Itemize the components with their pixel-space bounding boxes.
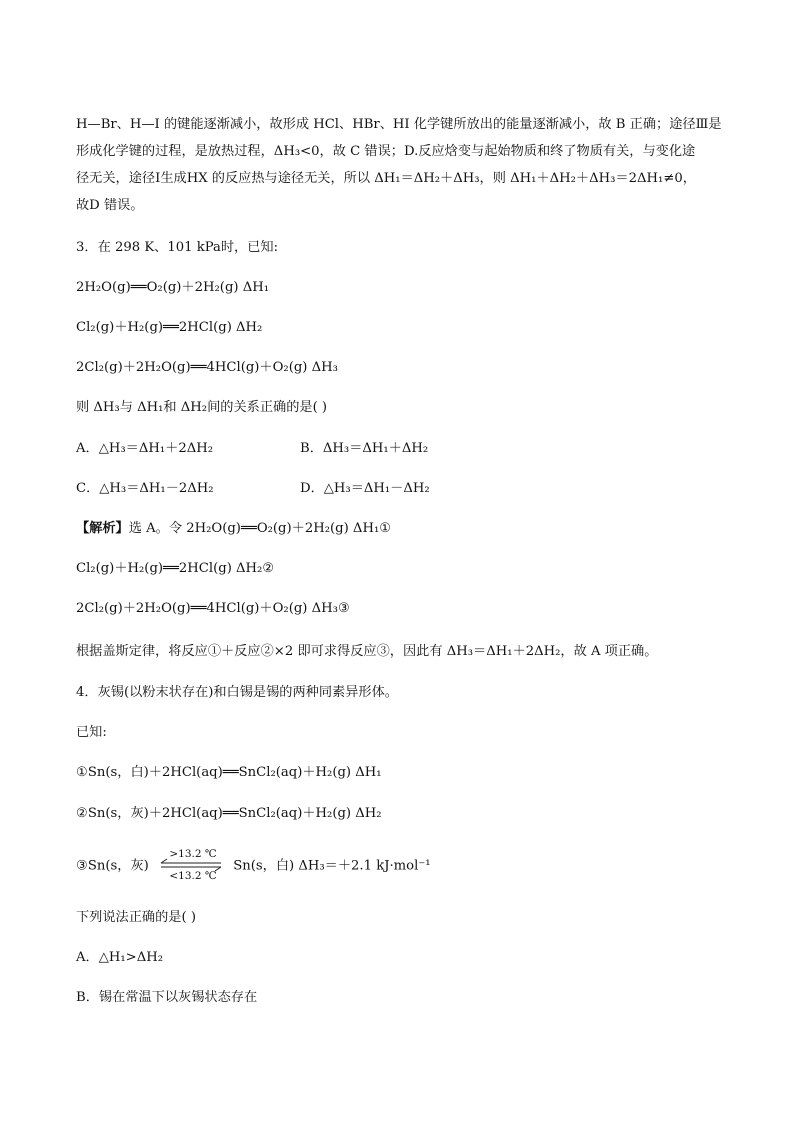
- q3-analysis-line-1: [76, 520, 391, 538]
- q3-equation-3: 2Cl₂(g)＋2H₂O(g)══4HCl(g)＋O₂(g) ΔH₃: [76, 360, 338, 375]
- condition-top: >13.2 ℃: [169, 848, 217, 860]
- q4-known: 已知:: [76, 725, 107, 740]
- prev-answer-line-2: 形成化学键的过程，是放热过程，ΔH₃<0，故 C 错误；D.反应焓变与起始物质和终了物质有关，与变化途: [76, 144, 696, 159]
- condition-bottom: <13.2 ℃: [169, 870, 217, 882]
- q3-option-c: C．△H₃＝ΔH₁－2ΔH₂: [76, 481, 214, 496]
- prev-answer-line-1: H—Br、H—I 的键能逐渐减小，故形成 HCl、HBr、HI 化学键所放出的能量逐渐减小，故 B 正确；途径Ⅲ是: [76, 117, 722, 132]
- q3-equation-1: 2H₂O(g)══O₂(g)＋2H₂(g) ΔH₁: [76, 280, 270, 295]
- q3-question: 则 ΔH₃与 ΔH₁和 ΔH₂间的关系正确的是( ): [76, 400, 328, 415]
- q3-equation-2: Cl₂(g)＋H₂(g)══2HCl(g) ΔH₂: [76, 320, 263, 335]
- q3-analysis-line-4: 根据盖斯定律，将反应①＋反应②×2 即可求得反应③，因此有 ΔH₃＝ΔH₁＋2ΔH₂，故 A 项正确。: [76, 644, 658, 659]
- prev-answer-line-3: 径无关，途径Ⅰ生成HX 的反应热与途径无关，所以 ΔH₁＝ΔH₂＋ΔH₃，则 ΔH₁＋ΔH₂＋ΔH₃＝2ΔH₁≠0，: [76, 171, 696, 186]
- q3-analysis-line-2: Cl₂(g)＋H₂(g)══2HCl(g) ΔH₂②: [76, 561, 275, 576]
- analysis-tag: 【解析】: [76, 521, 129, 536]
- q4-eq3-left: ③Sn(s，灰): [76, 858, 149, 874]
- q4-equation-2: ②Sn(s，灰)＋2HCl(aq)══SnCl₂(aq)＋H₂(g) ΔH₂: [76, 806, 382, 821]
- q4-option-b: B．锡在常温下以灰锡状态存在: [76, 990, 258, 1005]
- q4-equation-1: ①Sn(s，白)＋2HCl(aq)══SnCl₂(aq)＋H₂(g) ΔH₁: [76, 765, 382, 780]
- q4-question: 下列说法正确的是( ): [76, 910, 196, 925]
- q4-eq3-right: Sn(s，白) ΔH₃＝＋2.1 kJ·mol⁻¹: [233, 858, 431, 874]
- q3-option-a: A．△H₃＝ΔH₁＋2ΔH₂: [76, 441, 214, 456]
- q4-equation-3: [76, 848, 431, 885]
- q3-options-row-1: [76, 440, 718, 458]
- q3-stem: 3．在 298 K、101 kPa时，已知:: [76, 240, 279, 255]
- q4-option-a: A．△H₁>ΔH₂: [76, 950, 164, 965]
- q4-stem: 4．灰锡(以粉末状存在)和白锡是锡的两种同素异形体。: [76, 685, 398, 700]
- reversible-arrow: [159, 848, 223, 884]
- analysis-text: 选 A。令 2H₂O(g)══O₂(g)＋2H₂(g) ΔH₁①: [128, 521, 392, 536]
- q3-analysis-line-3: 2Cl₂(g)＋2H₂O(g)══4HCl(g)＋O₂(g) ΔH₃③: [76, 601, 350, 616]
- q3-option-d: D．△H₃＝ΔH₁－ΔH₂: [300, 481, 430, 496]
- q3-option-b: B．ΔH₃＝ΔH₁＋ΔH₂: [300, 441, 429, 456]
- prev-answer-line-4: 故D 错误。: [76, 198, 144, 213]
- q3-options-row-2: [76, 480, 718, 498]
